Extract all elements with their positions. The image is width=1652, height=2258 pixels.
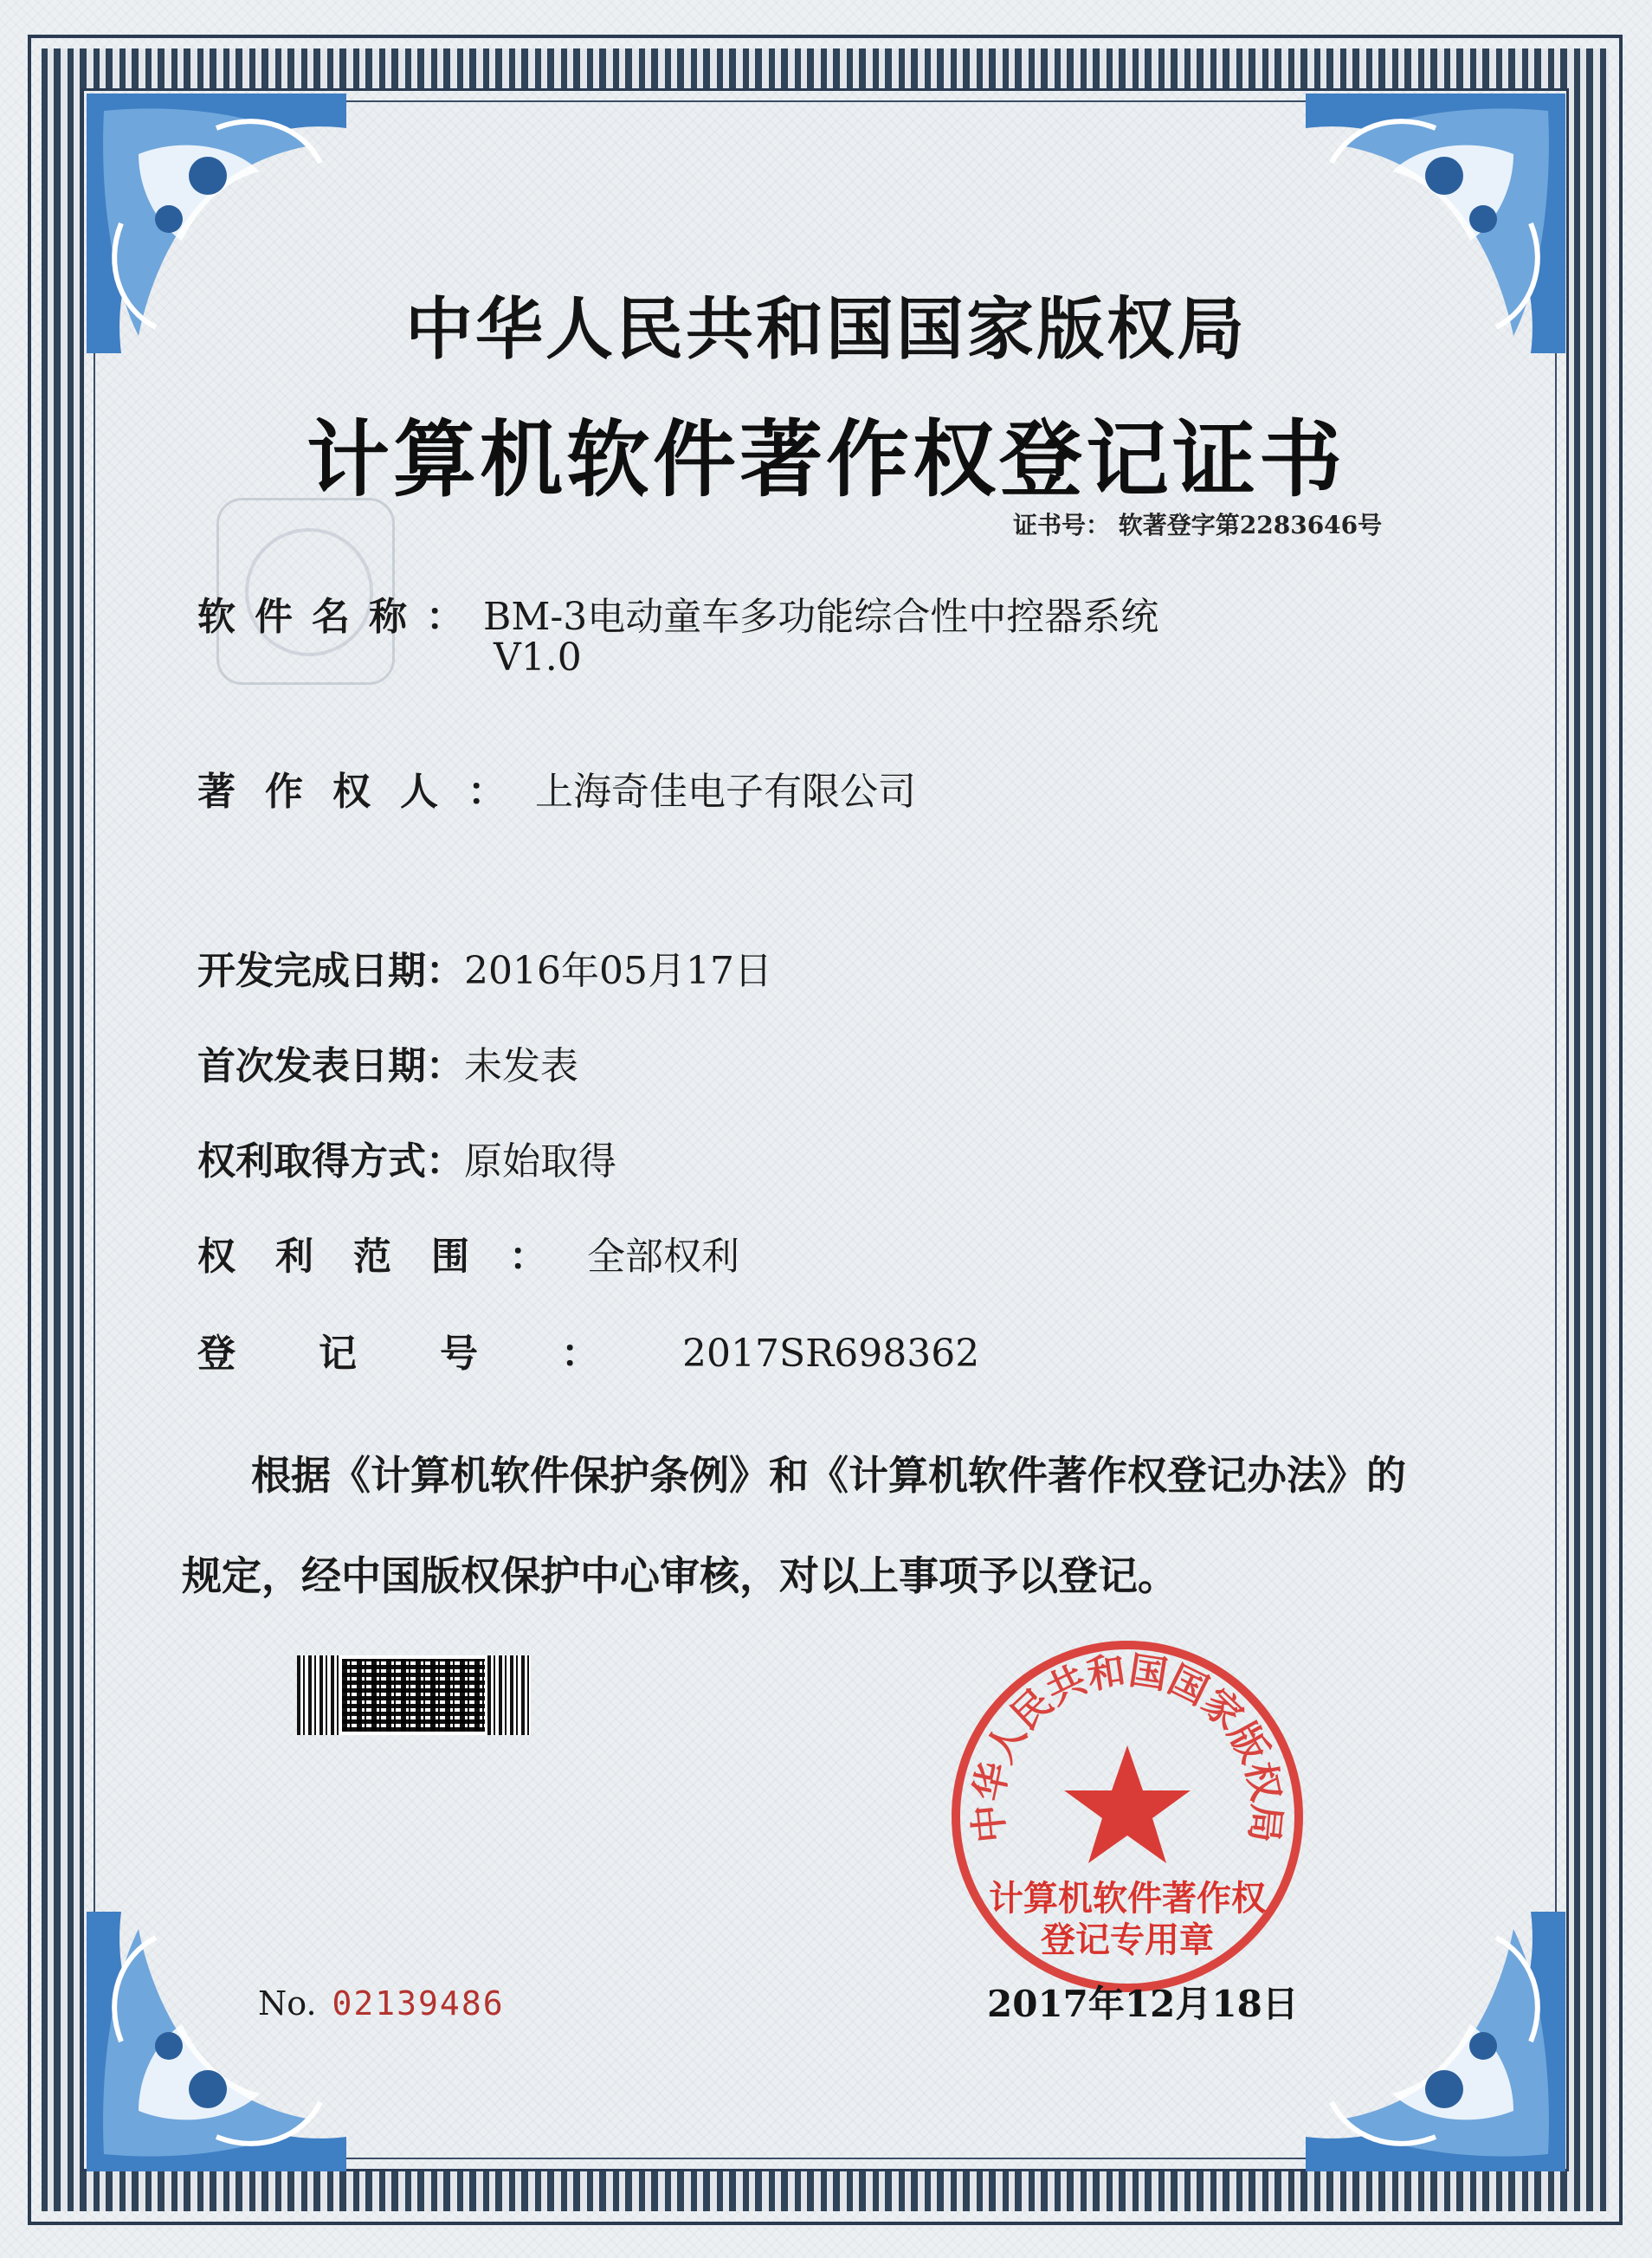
- field-label: 软件名称：: [197, 595, 483, 639]
- field-value: 全部权利: [587, 1235, 739, 1279]
- barcode-qr-code: [297, 1655, 531, 1735]
- serial-number: [258, 1984, 505, 2023]
- field-value: 原始取得: [464, 1139, 616, 1184]
- statement-line-1: 根据《计算机软件保护条例》和《计算机软件著作权登记办法》的: [251, 1452, 1406, 1499]
- field-label: 登记号：: [197, 1332, 682, 1376]
- statement-line-2: 规定，经中国版权保护中心审核，对以上事项予以登记。: [182, 1552, 1178, 1599]
- serial-value: 02139486: [332, 1984, 505, 2023]
- serial-prefix: No.: [258, 1984, 317, 2023]
- seal-line-2: 登记专用章: [1041, 1920, 1214, 1960]
- field-development-date: [197, 939, 772, 995]
- field-label: 权利取得方式：: [197, 1139, 464, 1184]
- field-copyright-owner: [197, 760, 916, 816]
- seal-line-1: 计算机软件著作权: [989, 1879, 1266, 1919]
- field-value: 上海奇佳电子有限公司: [535, 770, 916, 814]
- field-publication-date: [197, 1035, 578, 1090]
- field-value: 未发表: [464, 1044, 578, 1088]
- seal-ring-text: 中华人民共和国国家版权局: [965, 1648, 1289, 1845]
- field-software-name: [197, 585, 1158, 641]
- field-value: BM-3电动童车多功能综合性中控器系统: [483, 595, 1159, 639]
- issuing-authority: 中华人民共和国国家版权局: [404, 290, 1247, 369]
- certificate-number: [1013, 506, 1382, 541]
- field-value: 2017SR698362: [682, 1332, 980, 1376]
- seal-star-icon: [1064, 1745, 1191, 1863]
- certificate-number-value: 软著登字第2283646号: [1118, 511, 1383, 539]
- field-software-version: [494, 635, 582, 680]
- matrix-code: [342, 1659, 485, 1732]
- official-red-seal: [945, 1635, 1309, 1998]
- barcode-bars-left: [297, 1655, 340, 1735]
- field-label: 开发完成日期：: [197, 949, 464, 993]
- field-label: 著作权人：: [197, 770, 535, 814]
- certificate-title: 计算机软件著作权登记证书: [307, 410, 1345, 508]
- field-value: 2016年05月17日: [464, 949, 772, 993]
- field-label: 首次发表日期：: [197, 1044, 464, 1088]
- corner-ornament-bottom-left: [87, 1912, 346, 2171]
- certificate-number-label: 证书号：: [1013, 511, 1111, 539]
- field-registration-number: [197, 1322, 979, 1377]
- field-rights-scope: [197, 1225, 739, 1281]
- issue-date: 2017年12月18日: [987, 1983, 1299, 2025]
- barcode-bars-right: [487, 1655, 531, 1735]
- corner-ornament-bottom-right: [1306, 1912, 1565, 2171]
- field-acquisition-method: [197, 1130, 616, 1185]
- field-label: 权利范围：: [197, 1235, 587, 1279]
- field-value-version: V1.0: [494, 635, 582, 680]
